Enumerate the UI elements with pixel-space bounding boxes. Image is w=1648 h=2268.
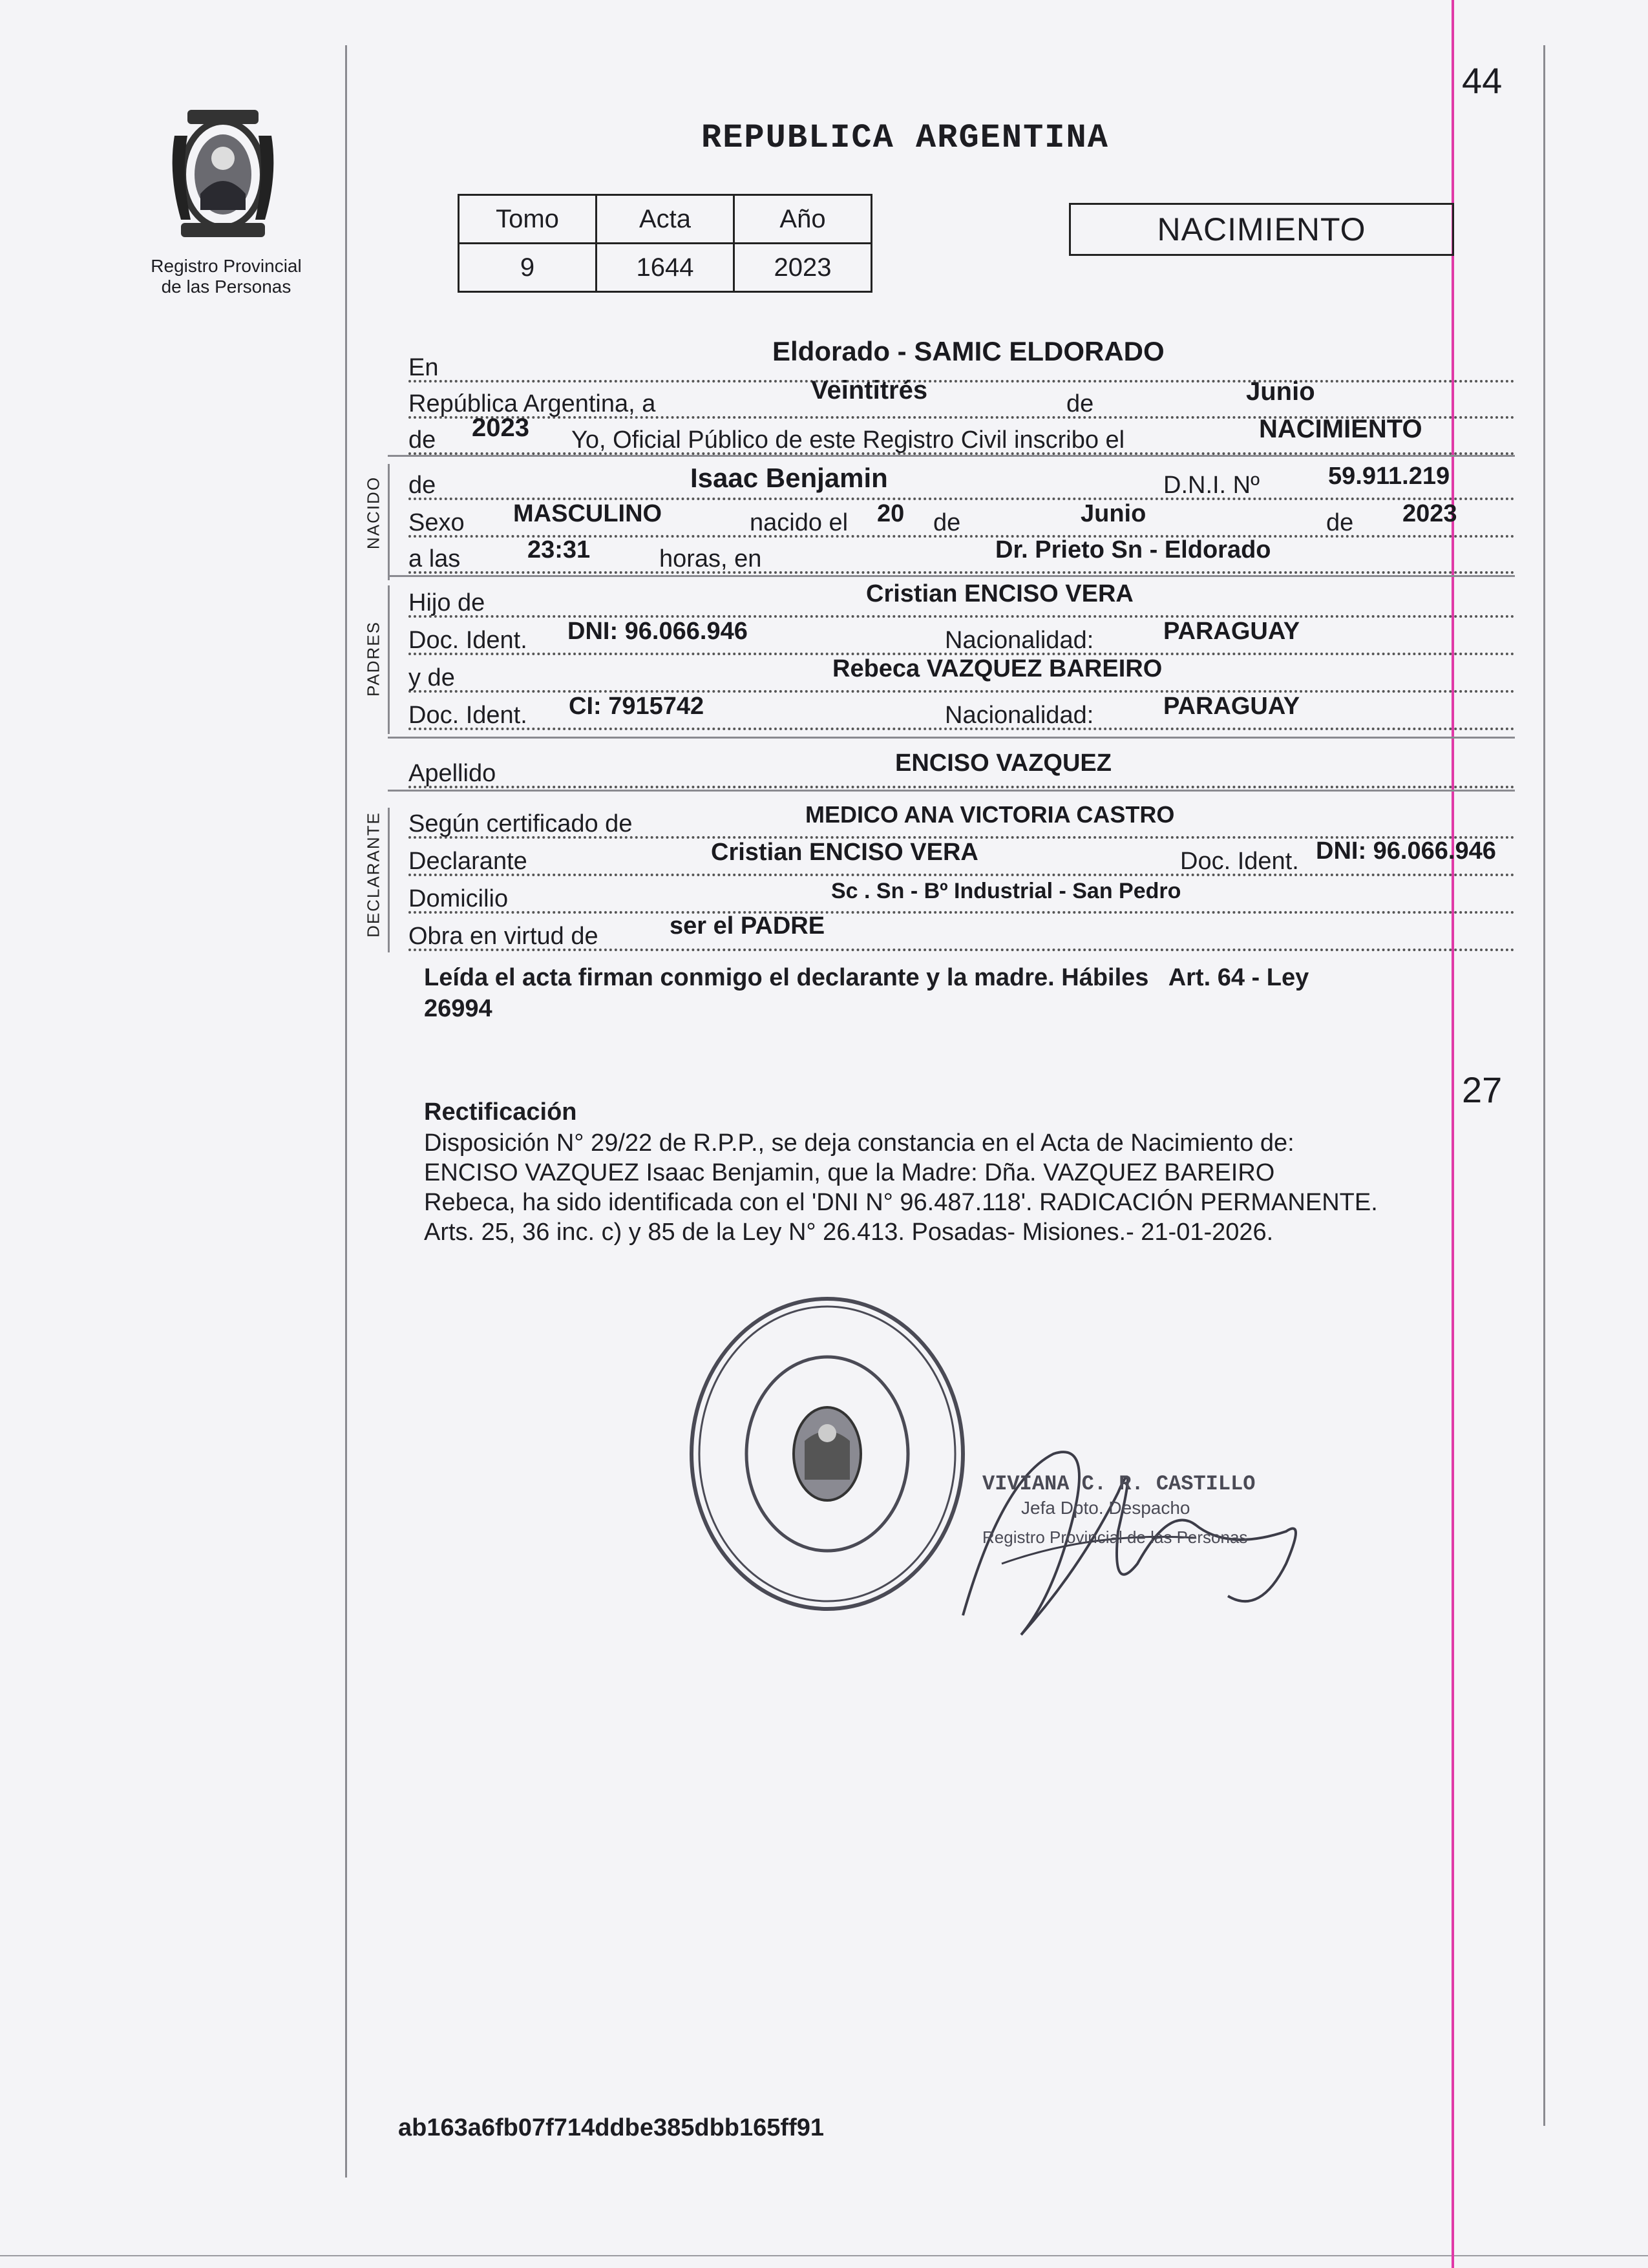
declarant-doc: DNI: 96.066.946	[1316, 837, 1496, 865]
bottom-edge-rule	[0, 2255, 1648, 2256]
rectification-line4: Arts. 25, 36 inc. c) y 85 de la Ley N° 26.413. Posadas- Misiones.- 21-01-2026.	[424, 1219, 1274, 1246]
mother-name: Rebeca VAZQUEZ BAREIRO	[832, 655, 1163, 682]
horas-label: horas, en	[659, 545, 762, 572]
father-nationality: PARAGUAY	[1163, 618, 1300, 645]
en-label: En	[408, 354, 439, 381]
signatory-role: Jefa Dpto. Despacho	[1021, 1498, 1190, 1518]
child-name: Isaac Benjamin	[690, 463, 888, 493]
mother-doc-label: Doc. Ident.	[408, 702, 527, 729]
rectification-line2: ENCISO VAZQUEZ Isaac Benjamin, que la Madre: Dña. VAZQUEZ BAREIRO	[424, 1159, 1275, 1186]
registration-day: Veintitrés	[811, 376, 928, 404]
rectification-title: Rectificación	[424, 1098, 577, 1126]
nacido-de-label: de	[408, 472, 436, 499]
section-label-nacido: NACIDO	[363, 476, 383, 550]
child-dni: 59.911.219	[1328, 463, 1450, 490]
birth-place: Dr. Prieto Sn - Eldorado	[995, 536, 1271, 563]
mother-nationality: PARAGUAY	[1163, 693, 1300, 720]
father-name: Cristian ENCISO VERA	[866, 580, 1134, 607]
declarant-address: Sc . Sn - Bº Industrial - San Pedro	[831, 879, 1181, 903]
father-doc: DNI: 96.066.946	[567, 618, 748, 645]
registration-month: Junio	[1246, 377, 1315, 406]
father-doc-label: Doc. Ident.	[408, 627, 527, 654]
left-margin-rule	[345, 45, 347, 2178]
declarant-name: Cristian ENCISO VERA	[711, 839, 978, 866]
registry-name-line2: de las Personas	[161, 277, 291, 297]
act-type-box: NACIMIENTO	[1069, 203, 1454, 256]
de-label: de	[1066, 390, 1094, 417]
obra-label: Obra en virtud de	[408, 923, 598, 950]
child-sex: MASCULINO	[513, 500, 662, 527]
mother-doc: CI: 7915742	[569, 693, 704, 720]
birth-time: 23:31	[527, 536, 591, 563]
table-header-ano: Año	[734, 195, 872, 244]
nacido-el-label: nacido el	[750, 509, 849, 536]
registration-place: Eldorado - SAMIC ELDORADO	[772, 336, 1165, 366]
stamp-inner-text	[763, 1441, 892, 1442]
surname: ENCISO VAZQUEZ	[895, 750, 1112, 777]
hijo-de-label: Hijo de	[408, 589, 485, 616]
table-value-acta: 1644	[597, 244, 734, 292]
nacido-de-label-2: de	[933, 509, 961, 536]
republica-label: República Argentina, a	[408, 390, 656, 417]
domicilio-label: Domicilio	[408, 885, 509, 912]
section-label-padres: PADRES	[363, 621, 383, 697]
act-kind: NACIMIENTO	[1259, 415, 1422, 443]
section-label-declarante: DECLARANTE	[363, 812, 383, 938]
signatory-name: VIVIANA C. R. CASTILLO	[982, 1472, 1256, 1496]
de-label-2: de	[408, 426, 436, 454]
birth-month: Junio	[1081, 500, 1146, 527]
medical-certificate: MEDICO ANA VICTORIA CASTRO	[805, 801, 1175, 828]
document-hash: ab163a6fb07f714ddbe385dbb165ff91	[398, 2114, 824, 2141]
y-de-label: y de	[408, 664, 455, 691]
declarant-virtue: ser el PADRE	[670, 912, 825, 940]
a-las-label: a las	[408, 545, 461, 572]
apellido-label: Apellido	[408, 760, 496, 787]
page-number: 44	[1462, 60, 1503, 101]
declarant-doc-label: Doc. Ident.	[1180, 848, 1299, 875]
closing-note-line2: 26994	[424, 995, 492, 1022]
rectification-line3: Rebeca, ha sido identificada con el 'DNI N° 96.487.118'. RADICACIÓN PERMANENTE.	[424, 1189, 1378, 1216]
closing-note-line1: Leída el acta firman conmigo el declarante y la madre. Hábiles Art. 64 - Ley	[424, 964, 1309, 991]
logo-text	[155, 253, 291, 254]
page-title: REPUBLICA ARGENTINA	[701, 119, 1109, 157]
registration-year: 2023	[472, 414, 529, 442]
record-table	[458, 194, 872, 293]
rectification-margin-number: 27	[1462, 1069, 1503, 1110]
nacido-de-label-3: de	[1326, 509, 1354, 536]
table-value-tomo: 9	[459, 244, 597, 292]
table-header-tomo: Tomo	[459, 195, 597, 244]
table-value-ano: 2023	[734, 244, 872, 292]
rectification-line1: Disposición N° 29/22 de R.P.P., se deja constancia en el Acta de Nacimiento de:	[424, 1129, 1294, 1157]
table-header-acta: Acta	[597, 195, 734, 244]
province-logo	[155, 97, 291, 252]
birth-day: 20	[877, 500, 905, 527]
official-text: Yo, Oficial Público de este Registro Civil inscribo el	[571, 426, 1125, 454]
birth-year: 2023	[1402, 500, 1457, 527]
registry-name-line1: Registro Provincial	[151, 256, 302, 276]
certificado-label: Según certificado de	[408, 810, 633, 837]
declarante-label: Declarante	[408, 848, 527, 875]
right-margin-rule	[1543, 45, 1545, 2126]
dni-label: D.N.I. Nº	[1163, 472, 1260, 499]
father-nationality-label: Nacionalidad:	[945, 627, 1094, 654]
signatory-office: Registro Provincial de las Personas	[982, 1528, 1248, 1547]
sexo-label: Sexo	[408, 509, 465, 536]
mother-nationality-label: Nacionalidad:	[945, 702, 1094, 729]
